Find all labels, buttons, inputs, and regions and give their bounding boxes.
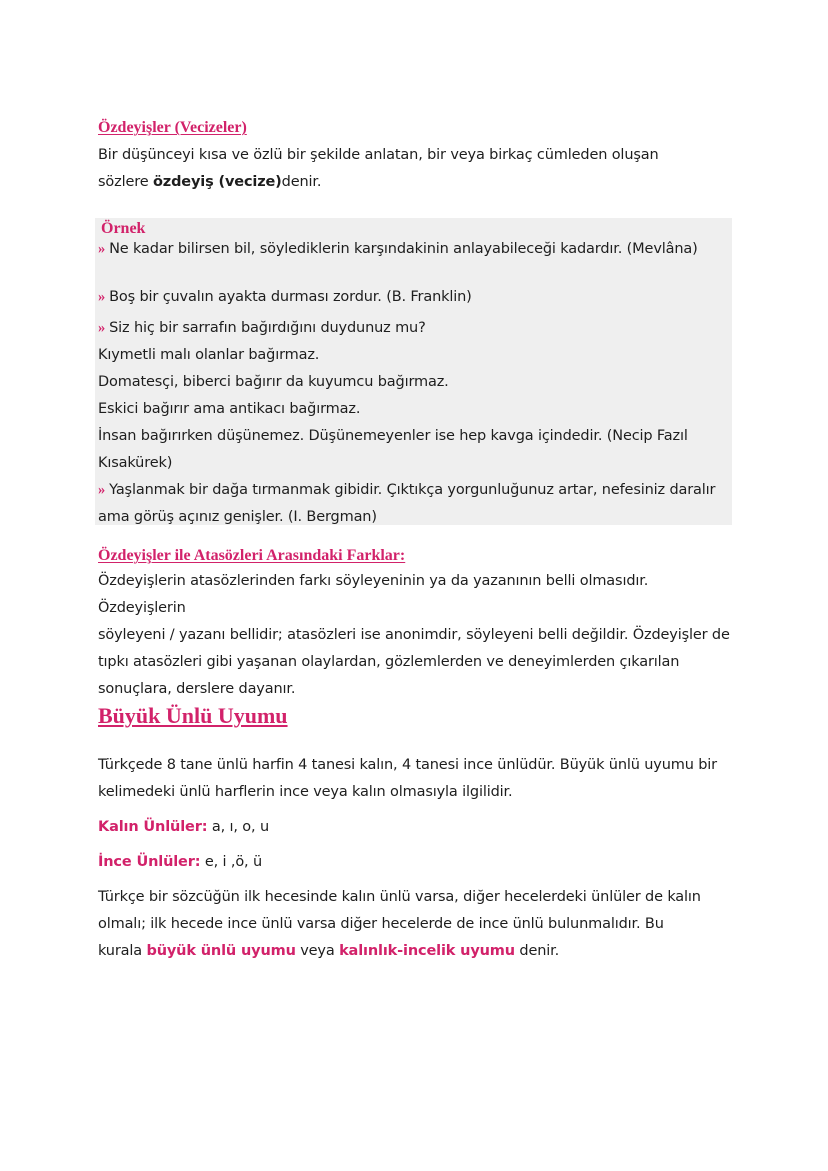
quote-text: Yaşlanmak bir dağa tırmanmak gibidir. Çıktıkça yorgunluğunuz artar, nefesiniz daralır <box>109 482 716 498</box>
quote-continuation-line: ama görüş açınız genişler. (I. Bergman) <box>98 509 377 525</box>
section-farklar <box>98 546 734 703</box>
paragraph-line: Türkçe bir sözcüğün ilk hecesinde kalın ünlü varsa, diğer hecelerdeki ünlüler de kalın <box>98 889 701 905</box>
quote-item <box>98 477 732 504</box>
quote-continuation-line: Eskici bağırır ama antikacı bağırmaz. <box>98 401 361 417</box>
thick-vowels-values: a, ı, o, u <box>207 819 269 835</box>
rule-term-2: kalınlık-incelik uyumu <box>339 943 515 959</box>
definition-prefix: sözlere <box>98 174 153 190</box>
section-ozdeyisler <box>98 118 734 196</box>
quote-continuation-line: Kıymetli malı olanlar bağırmaz. <box>98 347 320 363</box>
paragraph-line: olmalı; ilk hecede ince ünlü varsa diğer hecelerde de ince ünlü bulunmalıdır. Bu <box>98 916 664 932</box>
section-buyuk-unlu-uyumu <box>98 702 734 965</box>
thick-vowels-label: Kalın Ünlüler: <box>98 819 208 835</box>
bullet-chevron-icon: » <box>98 482 106 498</box>
example-title: Örnek <box>101 220 146 237</box>
bullet-chevron-icon: » <box>98 241 106 257</box>
example-box <box>95 218 732 525</box>
bullet-chevron-icon: » <box>98 320 106 336</box>
paragraph-line: sonuçlara, derslere dayanır. <box>98 681 296 697</box>
rule-term-1: büyük ünlü uyumu <box>146 943 296 959</box>
thin-vowels-values: e, i ,ö, ü <box>200 854 263 870</box>
definition-line-2 <box>98 169 734 196</box>
paragraph-line: söyleyeni / yazanı bellidir; atasözleri ise anonimdir, söyleyeni belli değildir. Özdeyişler de <box>98 627 730 643</box>
section-heading-farklar: Özdeyişler ile Atasözleri Arasındaki Farklar: <box>98 547 406 564</box>
quote-continuation-line: Domatesçi, biberci bağırır da kuyumcu bağırmaz. <box>98 374 449 390</box>
quote-continuation-line: Kısakürek) <box>98 455 173 471</box>
rule-suffix: denir. <box>514 943 560 959</box>
section-heading-buyuk-unlu-uyumu: Büyük Ünlü Uyumu <box>98 703 288 728</box>
paragraph-line: Türkçede 8 tane ünlü harfin 4 tanesi kalın, 4 tanesi ince ünlüdür. Büyük ünlü uyumu bir <box>98 757 717 773</box>
quote-text: Boş bir çuvalın ayakta durması zordur. (B. Franklin) <box>109 289 472 305</box>
quote-item <box>98 238 732 260</box>
paragraph-line: Özdeyişlerin atasözlerinden farkı söyleyeninin ya da yazanının belli olmasıdır. Özdeyişlerin <box>98 573 649 616</box>
definition-suffix: denir. <box>281 174 322 190</box>
rule-middle: veya <box>295 943 340 959</box>
quote-item <box>98 315 732 342</box>
quote-text: Siz hiç bir sarrafın bağırdığını duydunuz mu? <box>109 320 426 336</box>
paragraph-line: kelimedeki ünlü harflerin ince veya kalın olmasıyla ilgilidir. <box>98 784 513 800</box>
quote-continuation-line: İnsan bağırırken düşünemez. Düşünemeyenler ise hep kavga içindedir. (Necip Fazıl <box>98 428 688 444</box>
thin-vowels-label: İnce Ünlüler: <box>98 854 201 870</box>
bullet-chevron-icon: » <box>98 289 106 305</box>
paragraph-line: tıpkı atasözleri gibi yaşanan olaylardan, gözlemlerden ve deneyimlerden çıkarılan <box>98 654 680 670</box>
definition-line-1: Bir düşünceyi kısa ve özlü bir şekilde anlatan, bir veya birkaç cümleden oluşan <box>98 147 659 163</box>
paragraph-line <box>98 938 734 965</box>
quote-text: Ne kadar bilirsen bil, söylediklerin karşındakinin anlayabileceği kadardır. (Mevlâna) <box>109 241 698 257</box>
definition-term: özdeyiş (vecize) <box>152 174 282 190</box>
thin-vowels-line <box>98 849 734 876</box>
rule-prefix: kurala <box>98 943 147 959</box>
quote-item <box>98 284 732 311</box>
thick-vowels-line <box>98 814 734 841</box>
section-heading-ozdeyisler: Özdeyişler (Vecizeler) <box>98 119 247 136</box>
